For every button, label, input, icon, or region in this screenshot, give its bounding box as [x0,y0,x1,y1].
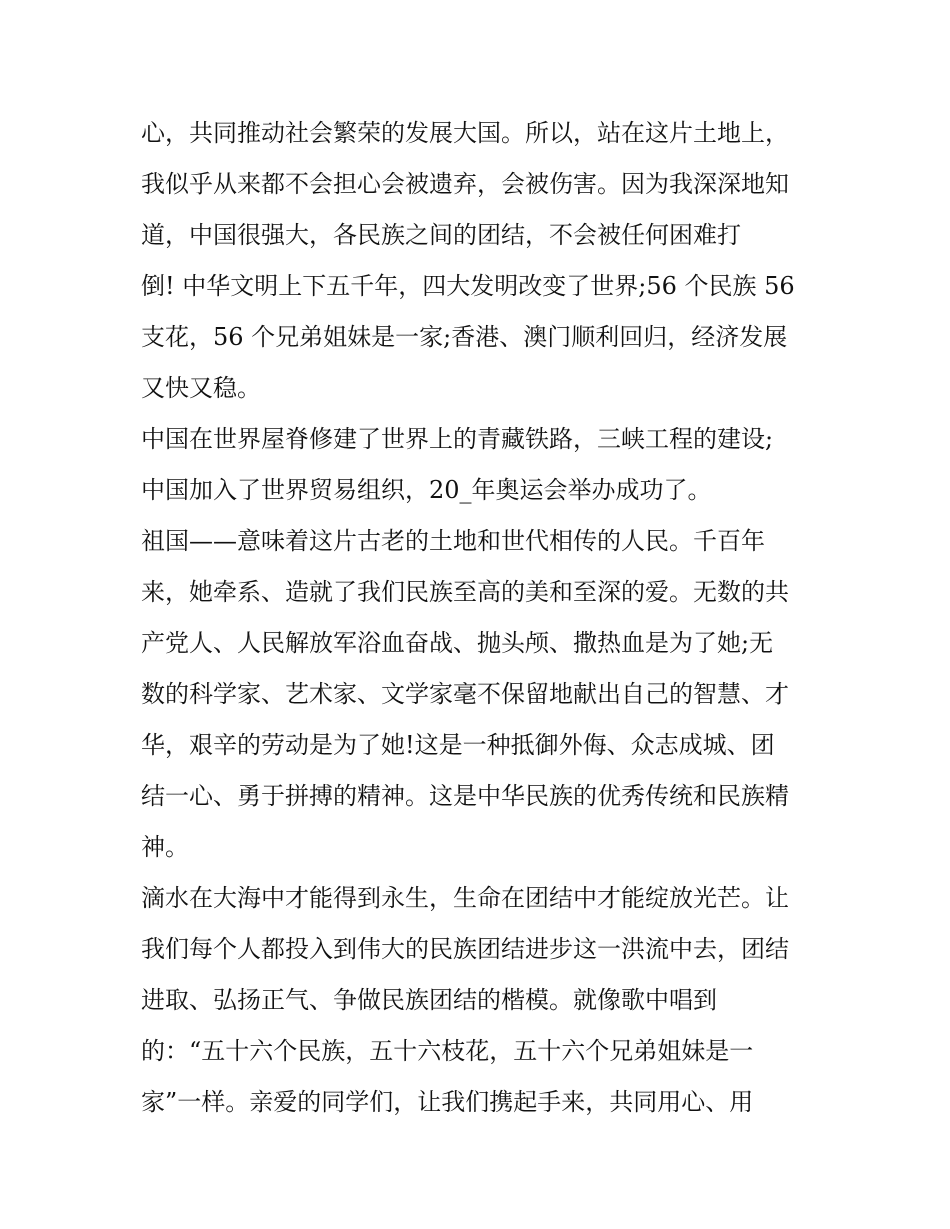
paragraph [141,108,821,414]
text-line: 华，艰辛的劳动是为了她!这是一种抵御外侮、众志成城、团 [141,731,775,759]
text-line: 神。 [141,833,189,861]
text-line: 又快又稳。 [141,374,261,402]
text-line: 中国在世界屋脊修建了世界上的青藏铁路，三峡工程的建设; [141,425,774,453]
text-line: 倒! 中华文明上下五千年，四大发明改变了世界;56 个民族 56 [141,272,795,300]
text-line: 心，共同推动社会繁荣的发展大国。所以，站在这片土地上， [141,119,789,147]
text-line: 数的科学家、艺术家、文学家毫不保留地献出自己的智慧、才 [141,680,789,708]
paragraph [141,414,821,516]
text-line: 祖国——意味着这片古老的土地和世代相传的人民。千百年 [141,527,765,555]
text-line: 我们每个人都投入到伟大的民族团结进步这一洪流中去，团结 [141,935,789,963]
text-line: 来，她牵系、造就了我们民族至高的美和至深的爱。无数的共 [141,578,789,606]
text-line: 我似乎从来都不会担心会被遗弃，会被伤害。因为我深深地知 [141,170,789,198]
paragraph [141,516,821,873]
text-line: 滴水在大海中才能得到永生，生命在团结中才能绽放光芒。让 [141,884,789,912]
text-line: 家”一样。亲爱的同学们，让我们携起手来，共同用心、用 [141,1088,754,1116]
text-line: 结一心、勇于拼搏的精神。这是中华民族的优秀传统和民族精 [141,782,789,810]
text-line: 支花，56 个兄弟姐妹是一家;香港、澳门顺利回归，经济发展 [141,323,788,351]
paragraph [141,873,821,1128]
document-body [141,108,821,1128]
text-line: 道，中国很强大，各民族之间的团结，不会被任何困难打 [141,221,741,249]
text-line: 进取、弘扬正气、争做民族团结的楷模。就像歌中唱到 [141,986,717,1014]
text-line: 的：“五十六个民族，五十六枝花，五十六个兄弟姐妹是一 [141,1037,754,1065]
text-line: 中国加入了世界贸易组织，20_年奥运会举办成功了。 [141,476,712,504]
text-line: 产党人、人民解放军浴血奋战、抛头颅、撒热血是为了她;无 [141,629,774,657]
